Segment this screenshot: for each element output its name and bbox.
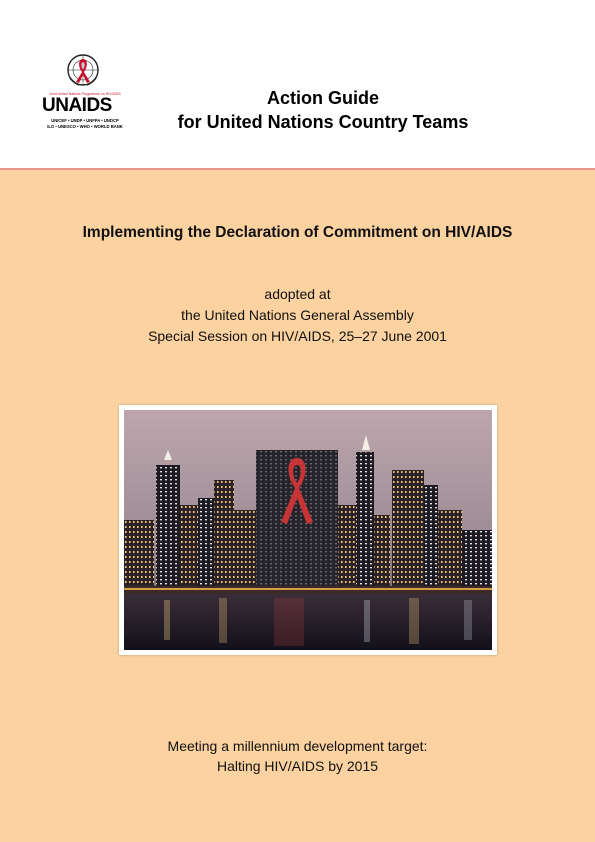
footer-line-1: Meeting a millennium development target:	[167, 738, 428, 754]
logo-wordmark: UNAIDS	[42, 95, 112, 116]
logo-tagline: Joint United Nations Programme on HIV/AIDS	[49, 92, 121, 96]
logo-sponsors-line-1: UNICEF • UNDP • UNFPA • UNDCP	[51, 118, 119, 123]
photo-frame	[119, 405, 497, 655]
footer-line-2: Halting HIV/AIDS by 2015	[216, 758, 379, 774]
subtitle: Implementing the Declaration of Commitment on HIV/AIDS	[82, 224, 513, 241]
page-title	[150, 86, 496, 134]
unaids-logo	[40, 50, 130, 140]
title-line-1: Action Guide	[267, 88, 379, 108]
adopted-text	[0, 284, 595, 347]
adopted-line-3: Special Session on HIV/AIDS, 25–27 June 2001	[148, 328, 447, 344]
adopted-line-2: the United Nations General Assembly	[181, 307, 414, 323]
un-emblem-icon	[65, 52, 101, 88]
title-line-2: for United Nations Country Teams	[177, 112, 469, 132]
header	[0, 0, 595, 168]
un-headquarters-night-photo	[124, 410, 492, 650]
logo-sponsors-line-2: ILO • UNESCO • WHO • WORLD BANK	[47, 124, 123, 129]
adopted-line-1: adopted at	[264, 286, 331, 302]
footer-text	[0, 736, 595, 776]
